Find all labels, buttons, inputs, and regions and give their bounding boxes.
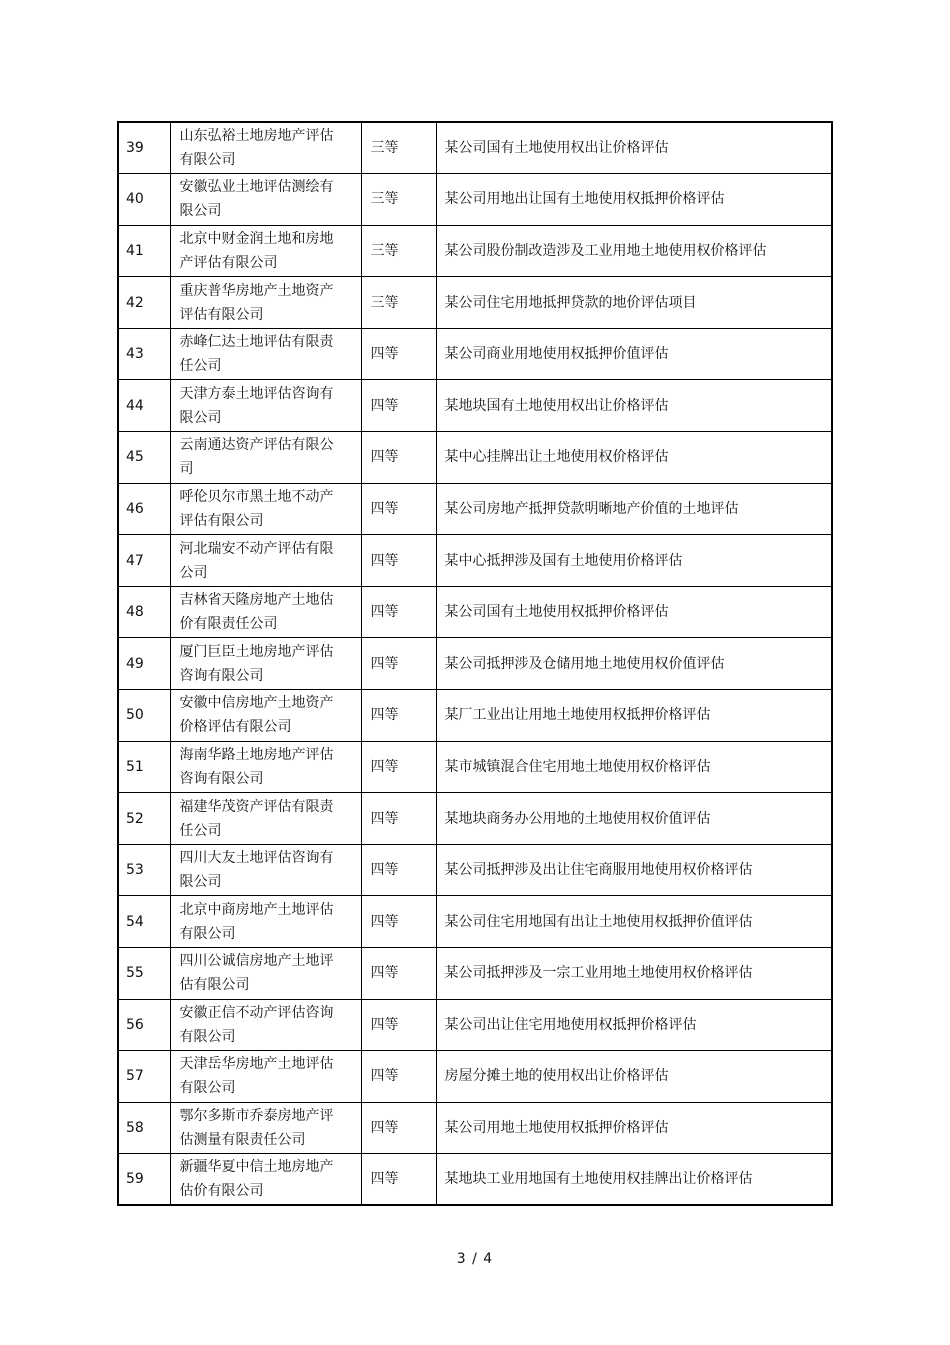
table-row — [118, 174, 832, 226]
row-number-cell — [118, 999, 170, 1051]
organization-cell — [170, 586, 361, 638]
grade-cell — [361, 999, 436, 1051]
table-row — [118, 483, 832, 535]
grade-cell-text: 四等 — [370, 397, 399, 414]
project-cell-text: 某公司股份制改造涉及工业用地土地使用权价格评估 — [444, 242, 767, 259]
table-row — [118, 1051, 832, 1103]
project-cell-text: 某公司国有土地使用权抵押价格评估 — [444, 604, 669, 621]
project-cell — [436, 225, 832, 277]
table-row — [118, 638, 832, 690]
project-cell — [436, 741, 832, 793]
project-cell-text: 某公司抵押涉及一宗工业用地土地使用权价格评估 — [444, 965, 753, 982]
row-number-cell-text: 52 — [126, 810, 144, 827]
project-cell-text: 某地块商务办公用地的土地使用权价值评估 — [444, 810, 711, 827]
row-number-cell-text: 43 — [126, 346, 144, 363]
row-number-cell-text: 49 — [126, 655, 144, 672]
row-number-cell — [118, 432, 170, 484]
organization-cell-text: 北京中商房地产土地评估有限公司 — [179, 901, 334, 942]
project-cell — [436, 999, 832, 1051]
organization-cell-text: 四川大友土地评估咨询有限公司 — [179, 850, 334, 891]
organization-cell — [170, 1102, 361, 1154]
organization-cell-text: 重庆普华房地产土地资产评估有限公司 — [179, 282, 334, 323]
grade-cell — [361, 793, 436, 845]
project-cell — [436, 122, 832, 174]
award-table — [117, 121, 833, 1206]
grade-cell-text: 四等 — [370, 1016, 399, 1033]
grade-cell — [361, 1051, 436, 1103]
row-number-cell-text: 40 — [126, 191, 144, 208]
grade-cell-text: 四等 — [370, 449, 399, 466]
row-number-cell — [118, 122, 170, 174]
table-row — [118, 586, 832, 638]
organization-cell-text: 河北瑞安不动产评估有限公司 — [179, 540, 334, 581]
row-number-cell — [118, 896, 170, 948]
project-cell-text: 某地块国有土地使用权出让价格评估 — [444, 397, 669, 414]
row-number-cell-text: 39 — [126, 140, 144, 157]
project-cell — [436, 432, 832, 484]
grade-cell — [361, 277, 436, 329]
grade-cell-text: 四等 — [370, 1120, 399, 1137]
organization-cell — [170, 225, 361, 277]
project-cell-text: 某公司商业用地使用权抵押价值评估 — [444, 346, 669, 363]
row-number-cell — [118, 174, 170, 226]
organization-cell-text: 厦门巨臣土地房地产评估咨询有限公司 — [179, 643, 334, 684]
grade-cell — [361, 174, 436, 226]
row-number-cell-text: 55 — [126, 965, 144, 982]
grade-cell — [361, 328, 436, 380]
row-number-cell — [118, 638, 170, 690]
grade-cell-text: 三等 — [370, 140, 399, 157]
grade-cell — [361, 586, 436, 638]
row-number-cell-text: 44 — [126, 397, 144, 414]
grade-cell-text: 四等 — [370, 346, 399, 363]
grade-cell-text: 四等 — [370, 500, 399, 517]
organization-cell-text: 福建华茂资产评估有限责任公司 — [179, 798, 334, 839]
project-cell-text: 某公司住宅用地抵押贷款的地价评估项目 — [444, 294, 697, 311]
row-number-cell-text: 50 — [126, 707, 144, 724]
grade-cell-text: 四等 — [370, 965, 399, 982]
row-number-cell-text: 41 — [126, 242, 144, 259]
project-cell-text: 某公司住宅用地国有出让土地使用权抵押价值评估 — [444, 913, 753, 930]
organization-cell — [170, 432, 361, 484]
grade-cell — [361, 638, 436, 690]
project-cell-text: 房屋分摊土地的使用权出让价格评估 — [444, 1068, 669, 1085]
project-cell — [436, 793, 832, 845]
grade-cell-text: 四等 — [370, 604, 399, 621]
grade-cell-text: 三等 — [370, 191, 399, 208]
row-number-cell — [118, 225, 170, 277]
table-row — [118, 535, 832, 587]
organization-cell-text: 安徽正信不动产评估咨询有限公司 — [179, 1004, 334, 1045]
grade-cell — [361, 483, 436, 535]
project-cell — [436, 535, 832, 587]
row-number-cell — [118, 741, 170, 793]
grade-cell-text: 四等 — [370, 655, 399, 672]
organization-cell-text: 安徽弘业土地评估测绘有限公司 — [179, 179, 334, 220]
organization-cell-text: 海南华路土地房地产评估咨询有限公司 — [179, 746, 334, 787]
row-number-cell-text: 48 — [126, 604, 144, 621]
project-cell — [436, 174, 832, 226]
organization-cell-text: 北京中财金润土地和房地产评估有限公司 — [179, 230, 334, 271]
grade-cell-text: 四等 — [370, 552, 399, 569]
grade-cell-text: 四等 — [370, 1171, 399, 1188]
grade-cell — [361, 122, 436, 174]
project-cell-text: 某公司抵押涉及出让住宅商服用地使用权价格评估 — [444, 862, 753, 879]
row-number-cell — [118, 948, 170, 1000]
project-cell-text: 某公司抵押涉及仓储用地土地使用权价值评估 — [444, 655, 725, 672]
row-number-cell — [118, 535, 170, 587]
project-cell — [436, 1102, 832, 1154]
grade-cell-text: 三等 — [370, 242, 399, 259]
organization-cell — [170, 174, 361, 226]
project-cell-text: 某中心挂牌出让土地使用权价格评估 — [444, 449, 669, 466]
row-number-cell-text: 47 — [126, 552, 144, 569]
row-number-cell-text: 45 — [126, 449, 144, 466]
project-cell — [436, 638, 832, 690]
organization-cell — [170, 999, 361, 1051]
project-cell-text: 某厂工业出让用地土地使用权抵押价格评估 — [444, 707, 711, 724]
table-row — [118, 1154, 832, 1206]
table-row — [118, 432, 832, 484]
organization-cell — [170, 1154, 361, 1206]
row-number-cell-text: 56 — [126, 1016, 144, 1033]
grade-cell — [361, 896, 436, 948]
organization-cell — [170, 483, 361, 535]
organization-cell — [170, 1051, 361, 1103]
project-cell — [436, 844, 832, 896]
project-cell — [436, 690, 832, 742]
grade-cell-text: 四等 — [370, 707, 399, 724]
row-number-cell — [118, 586, 170, 638]
grade-cell — [361, 432, 436, 484]
project-cell-text: 某公司出让住宅用地使用权抵押价格评估 — [444, 1016, 697, 1033]
organization-cell — [170, 948, 361, 1000]
grade-cell — [361, 1102, 436, 1154]
grade-cell — [361, 225, 436, 277]
table-row — [118, 896, 832, 948]
row-number-cell-text: 53 — [126, 862, 144, 879]
table-row — [118, 122, 832, 174]
organization-cell — [170, 638, 361, 690]
table-row — [118, 741, 832, 793]
grade-cell-text: 四等 — [370, 810, 399, 827]
table-row — [118, 793, 832, 845]
table-body — [118, 122, 832, 1205]
organization-cell — [170, 690, 361, 742]
organization-cell — [170, 535, 361, 587]
row-number-cell — [118, 844, 170, 896]
row-number-cell — [118, 1154, 170, 1206]
table-row — [118, 380, 832, 432]
organization-cell-text: 天津岳华房地产土地评估有限公司 — [179, 1056, 334, 1097]
project-cell-text: 某市城镇混合住宅用地土地使用权价格评估 — [444, 758, 711, 775]
project-cell — [436, 586, 832, 638]
organization-cell-text: 鄂尔多斯市乔泰房地产评估测量有限责任公司 — [179, 1108, 334, 1149]
project-cell — [436, 1051, 832, 1103]
table-row — [118, 277, 832, 329]
table-row — [118, 1102, 832, 1154]
project-cell-text: 某中心抵押涉及国有土地使用价格评估 — [444, 552, 683, 569]
row-number-cell — [118, 1102, 170, 1154]
row-number-cell — [118, 690, 170, 742]
row-number-cell-text: 57 — [126, 1068, 144, 1085]
grade-cell-text: 四等 — [370, 862, 399, 879]
project-cell — [436, 380, 832, 432]
organization-cell — [170, 896, 361, 948]
project-cell — [436, 328, 832, 380]
table-row — [118, 948, 832, 1000]
organization-cell-text: 云南通达资产评估有限公司 — [179, 437, 334, 478]
organization-cell-text: 山东弘裕土地房地产评估有限公司 — [179, 128, 334, 169]
row-number-cell-text: 59 — [126, 1171, 144, 1188]
organization-cell-text: 四川公诚信房地产土地评估有限公司 — [179, 953, 334, 994]
table-row — [118, 328, 832, 380]
grade-cell — [361, 1154, 436, 1206]
project-cell-text: 某地块工业用地国有土地使用权挂牌出让价格评估 — [444, 1171, 753, 1188]
row-number-cell-text: 54 — [126, 913, 144, 930]
table-row — [118, 844, 832, 896]
project-cell-text: 某公司用地出让国有土地使用权抵押价格评估 — [444, 191, 725, 208]
organization-cell — [170, 844, 361, 896]
grade-cell-text: 四等 — [370, 1068, 399, 1085]
project-cell — [436, 1154, 832, 1206]
row-number-cell — [118, 483, 170, 535]
grade-cell-text: 四等 — [370, 758, 399, 775]
grade-cell — [361, 690, 436, 742]
grade-cell — [361, 535, 436, 587]
organization-cell-text: 呼伦贝尔市黑土地不动产评估有限公司 — [179, 488, 334, 529]
row-number-cell-text: 51 — [126, 758, 144, 775]
organization-cell-text: 天津方泰土地评估咨询有限公司 — [179, 385, 334, 426]
row-number-cell — [118, 380, 170, 432]
grade-cell-text: 四等 — [370, 913, 399, 930]
grade-cell — [361, 741, 436, 793]
grade-cell — [361, 844, 436, 896]
organization-cell-text: 吉林省天隆房地产土地估价有限责任公司 — [179, 592, 334, 633]
project-cell-text: 某公司房地产抵押贷款明晰地产价值的土地评估 — [444, 500, 739, 517]
organization-cell — [170, 277, 361, 329]
project-cell — [436, 896, 832, 948]
organization-cell — [170, 741, 361, 793]
row-number-cell — [118, 277, 170, 329]
table-row — [118, 999, 832, 1051]
row-number-cell-text: 42 — [126, 294, 144, 311]
project-cell — [436, 483, 832, 535]
organization-cell-text: 赤峰仁达土地评估有限责任公司 — [179, 334, 334, 375]
organization-cell-text: 新疆华夏中信土地房地产估价有限公司 — [179, 1159, 334, 1200]
organization-cell — [170, 328, 361, 380]
organization-cell-text: 安徽中信房地产土地资产价格评估有限公司 — [179, 695, 334, 736]
project-cell — [436, 948, 832, 1000]
grade-cell-text: 三等 — [370, 294, 399, 311]
row-number-cell — [118, 328, 170, 380]
table-row — [118, 690, 832, 742]
row-number-cell-text: 46 — [126, 500, 144, 517]
grade-cell — [361, 380, 436, 432]
row-number-cell-text: 58 — [126, 1120, 144, 1137]
project-cell — [436, 277, 832, 329]
project-cell-text: 某公司国有土地使用权出让价格评估 — [444, 140, 669, 157]
organization-cell — [170, 380, 361, 432]
grade-cell — [361, 948, 436, 1000]
row-number-cell — [118, 793, 170, 845]
row-number-cell — [118, 1051, 170, 1103]
organization-cell — [170, 122, 361, 174]
table-row — [118, 225, 832, 277]
page-number: 3 / 4 — [456, 1251, 494, 1267]
organization-cell — [170, 793, 361, 845]
project-cell-text: 某公司用地土地使用权抵押价格评估 — [444, 1120, 669, 1137]
